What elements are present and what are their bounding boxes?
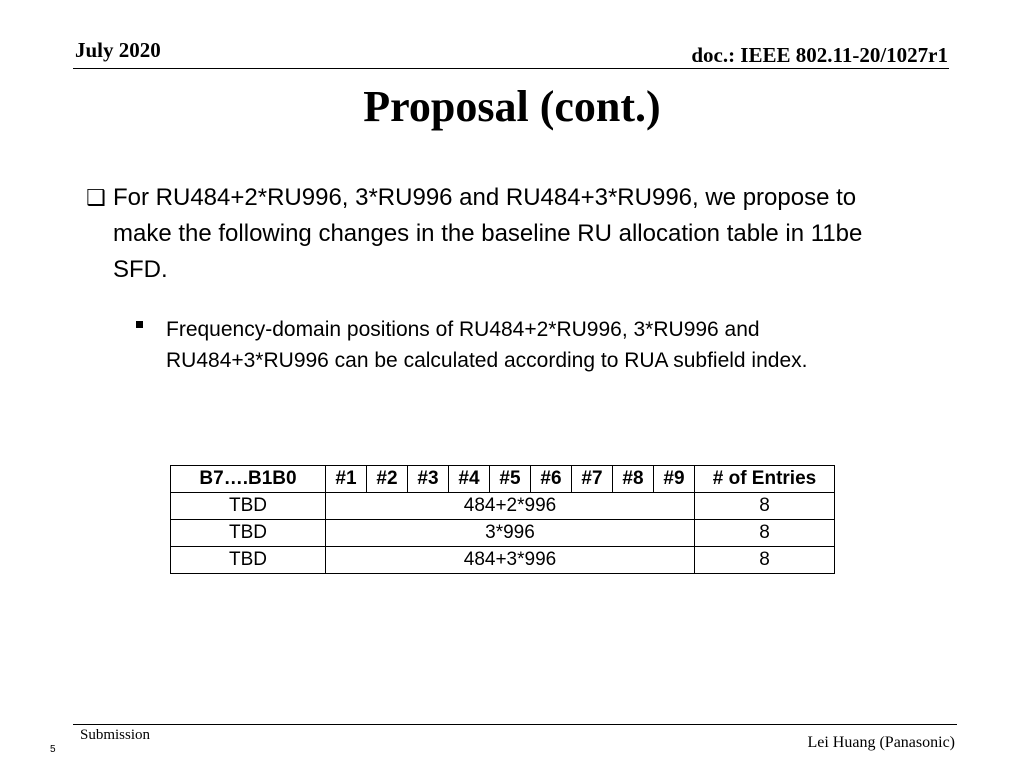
checkbox-bullet-icon: ❑: [86, 185, 106, 210]
ru-allocation-table: [170, 465, 835, 574]
row-entries: 8: [695, 493, 835, 520]
row-ru: 484+3*996: [326, 547, 695, 574]
header-col-6: #6: [531, 466, 572, 493]
sub-bullet-text: Frequency-domain positions of RU484+2*RU996, 3*RU996 and RU484+3*RU996 can be calculated according to RUA subfield index.: [166, 318, 808, 372]
row-ru: 484+2*996: [326, 493, 695, 520]
row-index: TBD: [171, 547, 326, 574]
table-row: [171, 520, 835, 547]
header-col-9: #9: [654, 466, 695, 493]
header-index: B7….B1B0: [171, 466, 326, 493]
square-bullet-icon: [136, 321, 143, 328]
header-col-1: #1: [326, 466, 367, 493]
header-col-2: #2: [367, 466, 408, 493]
header-entries: # of Entries: [695, 466, 835, 493]
footer-divider: [73, 724, 957, 725]
table-row: [171, 547, 835, 574]
header-col-4: #4: [449, 466, 490, 493]
table-header-row: [171, 466, 835, 493]
slide-title: Proposal (cont.): [363, 82, 661, 131]
header-date: July 2020: [75, 38, 161, 62]
footer-author: Lei Huang (Panasonic): [807, 734, 955, 751]
row-entries: 8: [695, 547, 835, 574]
page-number: 5: [50, 744, 56, 755]
main-bullet: [86, 180, 876, 288]
header-divider: [73, 68, 949, 69]
row-index: TBD: [171, 493, 326, 520]
footer-submission: Submission: [80, 727, 151, 743]
header-col-8: #8: [613, 466, 654, 493]
main-bullet-text: For RU484+2*RU996, 3*RU996 and RU484+3*RU996, we propose to make the following changes in the baseline RU allocation table in 11be SFD.: [113, 184, 863, 283]
row-ru: 3*996: [326, 520, 695, 547]
header-col-5: #5: [490, 466, 531, 493]
header-doc-id: doc.: IEEE 802.11-20/1027r1: [691, 43, 948, 67]
header-col-3: #3: [408, 466, 449, 493]
row-index: TBD: [171, 520, 326, 547]
table-row: [171, 493, 835, 520]
row-entries: 8: [695, 520, 835, 547]
sub-bullet: [136, 314, 906, 376]
header-col-7: #7: [572, 466, 613, 493]
